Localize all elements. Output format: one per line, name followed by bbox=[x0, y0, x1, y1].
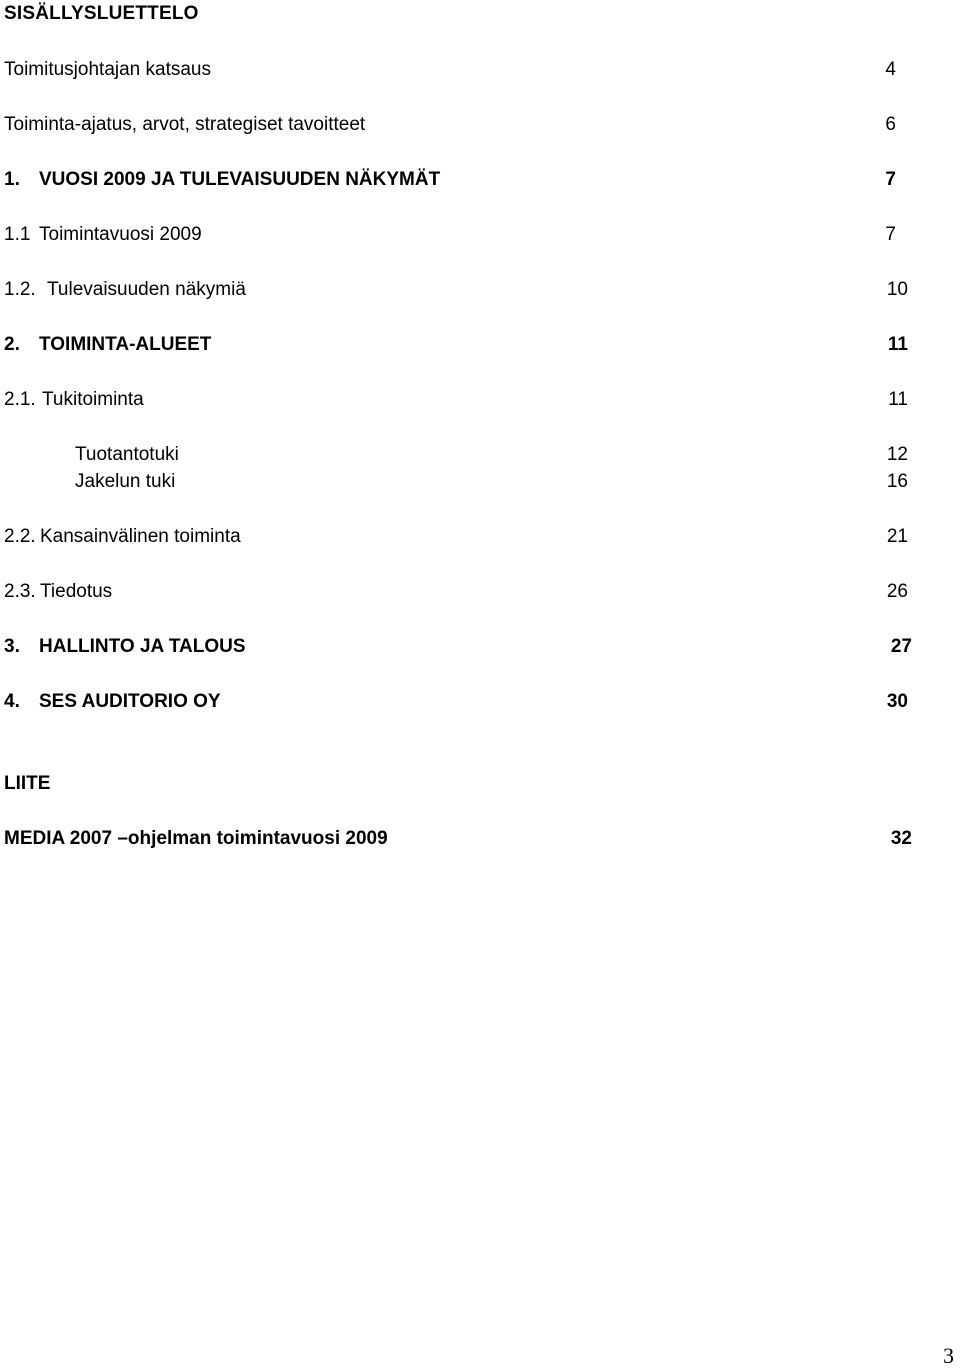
toc-entry-page: 30 bbox=[886, 691, 908, 712]
toc-entry bbox=[0, 690, 960, 714]
toc-entry bbox=[0, 223, 960, 247]
toc-entry-label: Toimintavuosi 2009 bbox=[39, 224, 202, 245]
toc-entry-label: Tulevaisuuden näkymiä bbox=[47, 279, 246, 300]
appendix-heading: LIITE bbox=[4, 773, 51, 794]
appendix-entry-label: MEDIA 2007 –ohjelman toimintavuosi 2009 bbox=[4, 828, 388, 849]
toc-entry-number: 2.3. bbox=[4, 581, 36, 602]
toc-entry-label: Jakelun tuki bbox=[75, 471, 176, 492]
toc-entry-label: TOIMINTA-ALUEET bbox=[39, 334, 212, 355]
page-number: 3 bbox=[943, 1343, 954, 1368]
toc-entry-page: 11 bbox=[888, 389, 908, 410]
toc-entry bbox=[0, 168, 960, 192]
toc-entry-page: 12 bbox=[886, 444, 908, 465]
appendix-entry-page: 32 bbox=[890, 828, 912, 849]
toc-entry-label: SES AUDITORIO OY bbox=[39, 691, 221, 712]
toc-entry-number: 2. bbox=[4, 334, 20, 355]
toc-entry-number: 4. bbox=[4, 691, 20, 712]
appendix-heading-row bbox=[0, 772, 960, 796]
toc-entry bbox=[0, 635, 960, 659]
toc-subentry bbox=[0, 470, 960, 494]
toc-entry-number: 1. bbox=[4, 169, 20, 190]
toc-entry-number: 1.2. bbox=[4, 279, 36, 300]
toc-entry-label: Tuotantotuki bbox=[75, 444, 179, 465]
toc-entry bbox=[0, 333, 960, 357]
toc-entry-label: Toiminta-ajatus, arvot, strategiset tavoitteet bbox=[4, 114, 366, 135]
toc-entry-page: 26 bbox=[886, 581, 908, 602]
toc-entry bbox=[0, 525, 960, 549]
toc-entry-number: 2.1. bbox=[4, 389, 36, 410]
toc-entry-page: 21 bbox=[886, 526, 908, 547]
toc-entry-page: 27 bbox=[890, 636, 912, 657]
toc-entry-label: Kansainvälinen toiminta bbox=[40, 526, 241, 547]
toc-title: SISÄLLYSLUETTELO bbox=[4, 3, 199, 24]
toc-entry-label: Tukitoiminta bbox=[42, 389, 144, 410]
toc-entry-page: 6 bbox=[885, 114, 896, 135]
toc-entry-page: 7 bbox=[885, 224, 896, 245]
toc-entry-page: 10 bbox=[886, 279, 908, 300]
toc-entry-number: 1.1 bbox=[4, 224, 31, 245]
toc-entry-page: 7 bbox=[885, 169, 896, 190]
toc-entry-label: HALLINTO JA TALOUS bbox=[39, 636, 246, 657]
toc-entry-page: 16 bbox=[886, 471, 908, 492]
toc-entry bbox=[0, 113, 960, 137]
toc-entry-number: 2.2. bbox=[4, 526, 36, 547]
toc-entry-page: 11 bbox=[887, 334, 908, 355]
toc-entry bbox=[0, 388, 960, 412]
toc-subentry bbox=[0, 443, 960, 467]
toc-entry-number: 3. bbox=[4, 636, 20, 657]
toc-entry-label: Toimitusjohtajan katsaus bbox=[4, 59, 211, 80]
toc-entry bbox=[0, 58, 960, 82]
appendix-entry bbox=[0, 827, 960, 851]
toc-entry bbox=[0, 580, 960, 604]
toc-entry-page: 4 bbox=[885, 59, 896, 80]
toc-entry bbox=[0, 278, 960, 302]
toc-entry-label: VUOSI 2009 JA TULEVAISUUDEN NÄKYMÄT bbox=[39, 169, 441, 190]
toc-entry-label: Tiedotus bbox=[40, 581, 113, 602]
